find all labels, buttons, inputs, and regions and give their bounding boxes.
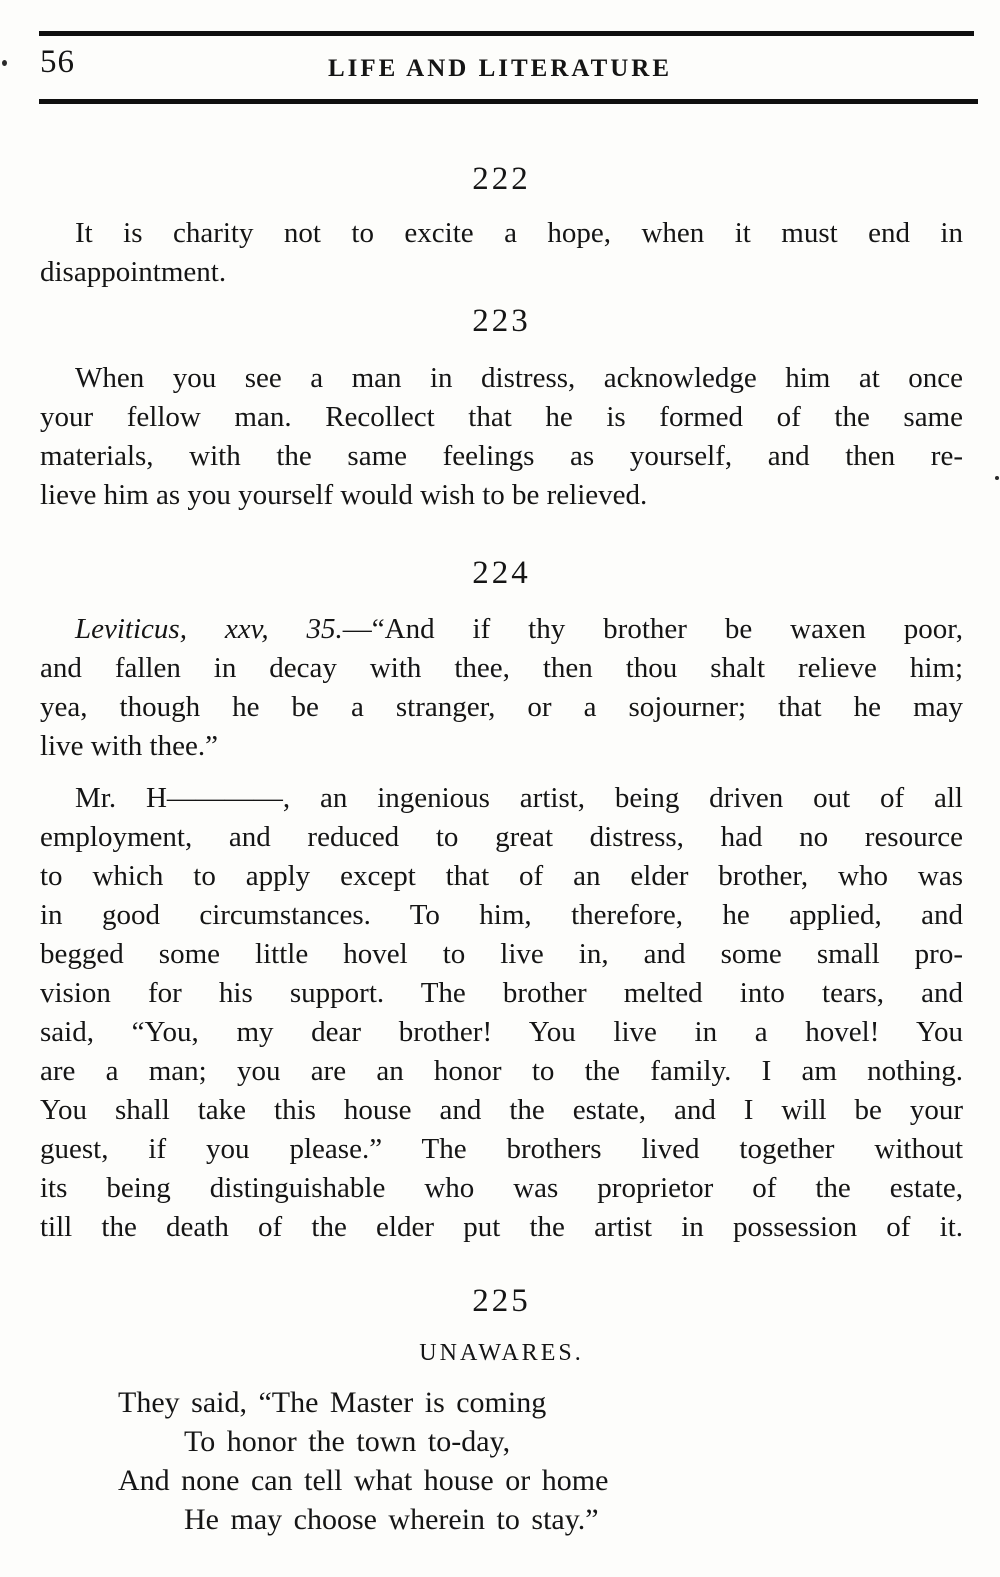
running-title: LIFE AND LITERATURE (327, 55, 673, 82)
page-number: 56 (40, 44, 75, 80)
text-line: When you see a man in distress, acknowledge him at once (75, 362, 963, 394)
poem-line: And none can tell what house or home (118, 1464, 609, 1497)
text-line: its being distinguishable who was proprietor of the estate, (40, 1172, 963, 1204)
poem-unawares (118, 1383, 963, 1539)
text-line: vision for his support. The brother melted into tears, and (40, 977, 963, 1009)
text-line: till the death of the elder put the artist in possession of it. (40, 1211, 963, 1243)
poem-title: UNAWARES. (419, 1340, 584, 1366)
page-content (40, 0, 963, 1539)
text-line: guest, if you please.” The brothers lived together without (40, 1133, 963, 1165)
text-line: your fellow man. Recollect that he is formed of the same (40, 401, 963, 433)
text-line: to which to apply except that of an elder brother, who was (40, 860, 963, 892)
text-line: lieve him as you yourself would wish to be relieved. (40, 479, 648, 511)
scripture-reference: Leviticus, xxv, 35. (75, 613, 343, 645)
text-line: are a man; you are an honor to the family. I am nothing. (40, 1055, 963, 1087)
text-line: said, “You, my dear brother! You live in a hovel! You (40, 1016, 963, 1048)
text-line: begged some little hovel to live in, and some small pro- (40, 938, 963, 970)
text-line (40, 610, 963, 649)
passage-224-scripture (40, 610, 963, 766)
text-line: and fallen in decay with thee, then thou shalt relieve him; (40, 652, 963, 684)
passage-222 (40, 214, 963, 292)
poem-line: He may choose wherein to stay.” (184, 1503, 599, 1536)
section-number-225: 225 (472, 1283, 531, 1319)
scan-speck (2, 60, 7, 66)
text-line: yea, though he be a stranger, or a sojourner; that he may (40, 691, 963, 723)
passage-224-story (40, 779, 963, 1247)
scripture-quote-start: —“And if thy brother be waxen poor, (342, 613, 963, 645)
text-line: disappointment. (40, 256, 227, 288)
section-number-224: 224 (472, 555, 531, 591)
text-line: employment, and reduced to great distress, had no resource (40, 821, 963, 853)
passage-223 (40, 359, 963, 515)
poem-line: To honor the town to-day, (184, 1425, 511, 1458)
text-line: You shall take this house and the estate, and I will be your (40, 1094, 963, 1126)
section-number-223: 223 (472, 303, 531, 339)
text-line: Mr. H————, an ingenious artist, being driven out of all (75, 782, 963, 814)
poem-line: They said, “The Master is coming (118, 1386, 547, 1419)
text-line: materials, with the same feelings as yourself, and then re- (40, 440, 963, 472)
text-line: It is charity not to excite a hope, when it must end in (75, 217, 963, 249)
text-line: live with thee.” (40, 730, 218, 762)
text-line: in good circumstances. To him, therefore, he applied, and (40, 899, 963, 931)
scan-speck (995, 476, 999, 480)
section-number-222: 222 (472, 161, 531, 197)
